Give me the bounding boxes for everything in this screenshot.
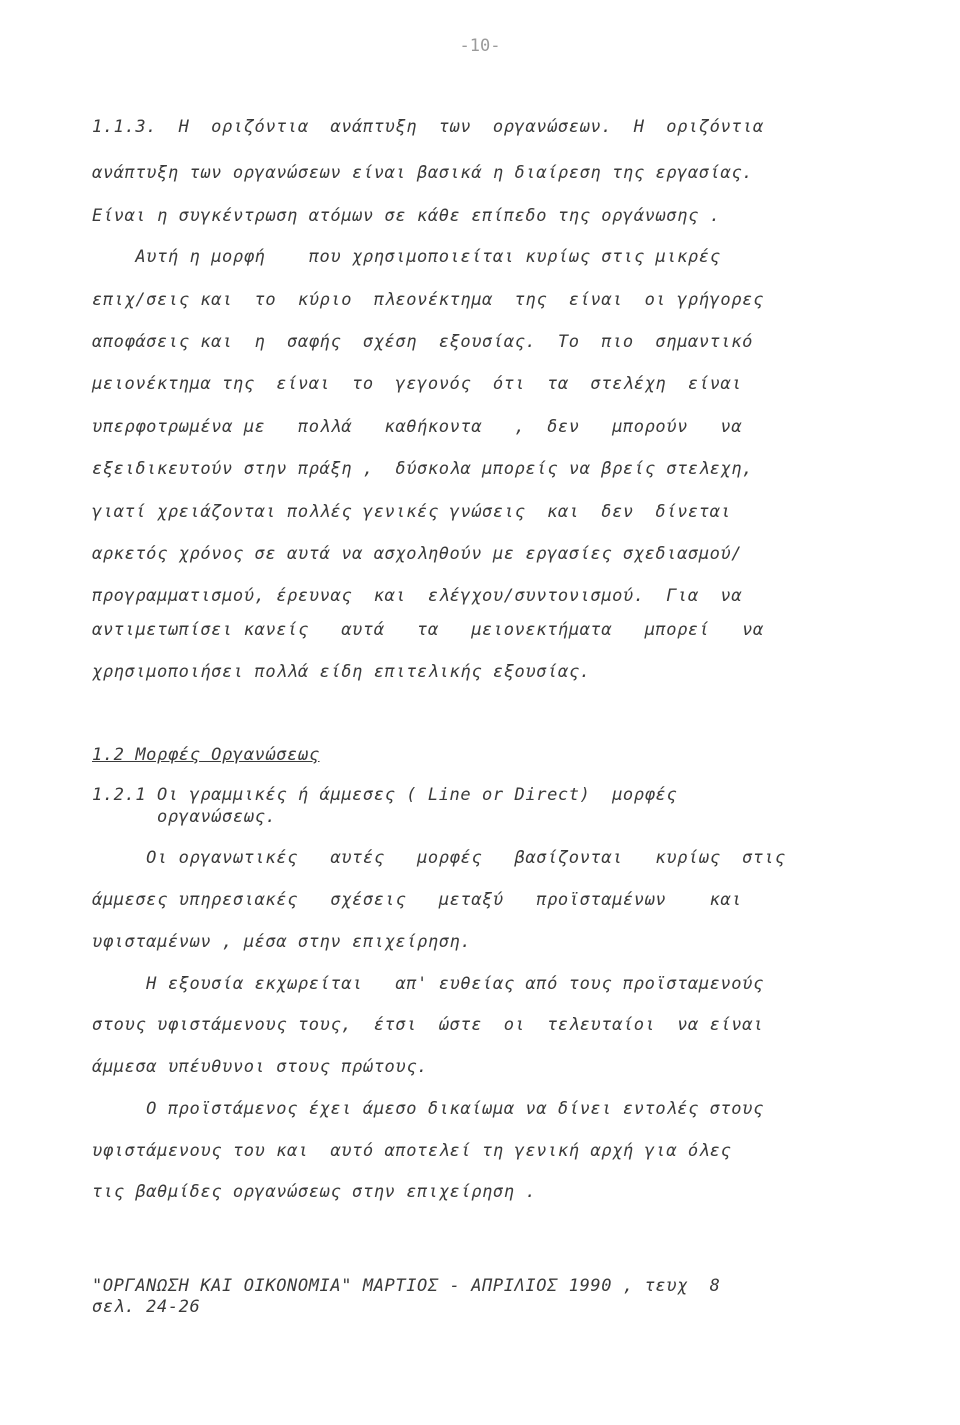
paragraph-line: εξειδικευτούν στην πράξη , δύσκολα μπορείς να βρείς στελεχη, <box>92 459 753 479</box>
paragraph-line: τις βαθμίδες οργανώσεως στην επιχείρηση . <box>92 1182 537 1202</box>
section-1-2-heading: 1.2 Μορφές Οργανώσεως <box>92 745 320 765</box>
paragraph-line: γιατί χρειάζονται πολλές γενικές γνώσεις και δεν δίνεται <box>92 502 732 522</box>
paragraph-line: αντιμετωπίσει κανείς αυτά τα μειονεκτήματα μπορεί να <box>92 620 764 640</box>
subsection-1-2-1-title-cont: οργανώσεως. <box>92 807 277 827</box>
paragraph-line: μειονέκτημα της είναι το γεγονός ότι τα στελέχη είναι <box>92 374 743 394</box>
paragraph-line: προγραμματισμού, έρευνας και ελέγχου/συντονισμού. Για να <box>92 586 743 606</box>
subsection-1-2-1-title: 1.2.1 Οι γραμμικές ή άμμεσες ( Line or Direct) μορφές <box>92 785 678 805</box>
paragraph-line: Είναι η συγκέντρωση ατόμων σε κάθε επίπεδο της οργάνωσης . <box>92 206 721 226</box>
paragraph-line: χρησιμοποιήσει πολλά είδη επιτελικής εξουσίας. <box>92 662 591 682</box>
paragraph-line: Ο προϊστάμενος έχει άμεσο δικαίωμα να δίνει εντολές στους <box>92 1099 764 1119</box>
paragraph-line: αρκετός χρόνος σε αυτά να ασχοληθούν με εργασίες σχεδιασμού/ <box>92 544 743 564</box>
section-1-1-3-title-line: 1.1.3. Η οριζόντια ανάπτυξη των οργανώσεων. Η οριζόντια <box>92 117 764 137</box>
paragraph-line: στους υφιστάμενους τους, έτσι ώστε οι τελευταίοι να είναι <box>92 1015 764 1035</box>
paragraph-line: υφιστάμενους του και αυτό αποτελεί τη γενική αρχή για όλες <box>92 1141 732 1161</box>
paragraph-line: ανάπτυξη των οργανώσεων είναι βασικά η διαίρεση της εργασίας. <box>92 163 753 183</box>
paragraph-line: υφισταμένων , μέσα στην επιχείρηση. <box>92 932 472 952</box>
paragraph-line: Αυτή η μορφή που χρησιμοποιείται κυρίως στις μικρές <box>92 247 721 267</box>
footnote-pages: σελ. 24-26 <box>92 1297 201 1317</box>
paragraph-line: Η εξουσία εκχωρείται απ' ευθείας από τους προϊσταμενούς <box>92 974 764 994</box>
page-number: -10- <box>459 36 501 56</box>
paragraph-line: επιχ/σεις και το κύριο πλεονέκτημα της είναι οι γρήγορες <box>92 290 764 310</box>
paragraph-line: αποφάσεις και η σαφής σχέση εξουσίας. Το πιο σημαντικό <box>92 332 753 352</box>
paragraph-line: άμμεσα υπέυθυνοι στους πρώτους. <box>92 1057 428 1077</box>
paragraph-line: άμμεσες υπηρεσιακές σχέσεις μεταξύ προϊσταμένων και <box>92 890 743 910</box>
paragraph-line: υπερφοτρωμένα με πολλά καθήκοντα , δεν μπορούν να <box>92 417 743 437</box>
paragraph-line: Οι οργανωτικές αυτές μορφές βασίζονται κυρίως στις <box>92 848 786 868</box>
footnote-source: "ΟΡΓΑΝΩΣΗ ΚΑΙ ΟΙΚΟΝΟΜΙΑ" ΜΑΡΤΙΟΣ - ΑΠΡΙΛΙΟΣ 1990 , τευχ 8 <box>92 1276 721 1296</box>
